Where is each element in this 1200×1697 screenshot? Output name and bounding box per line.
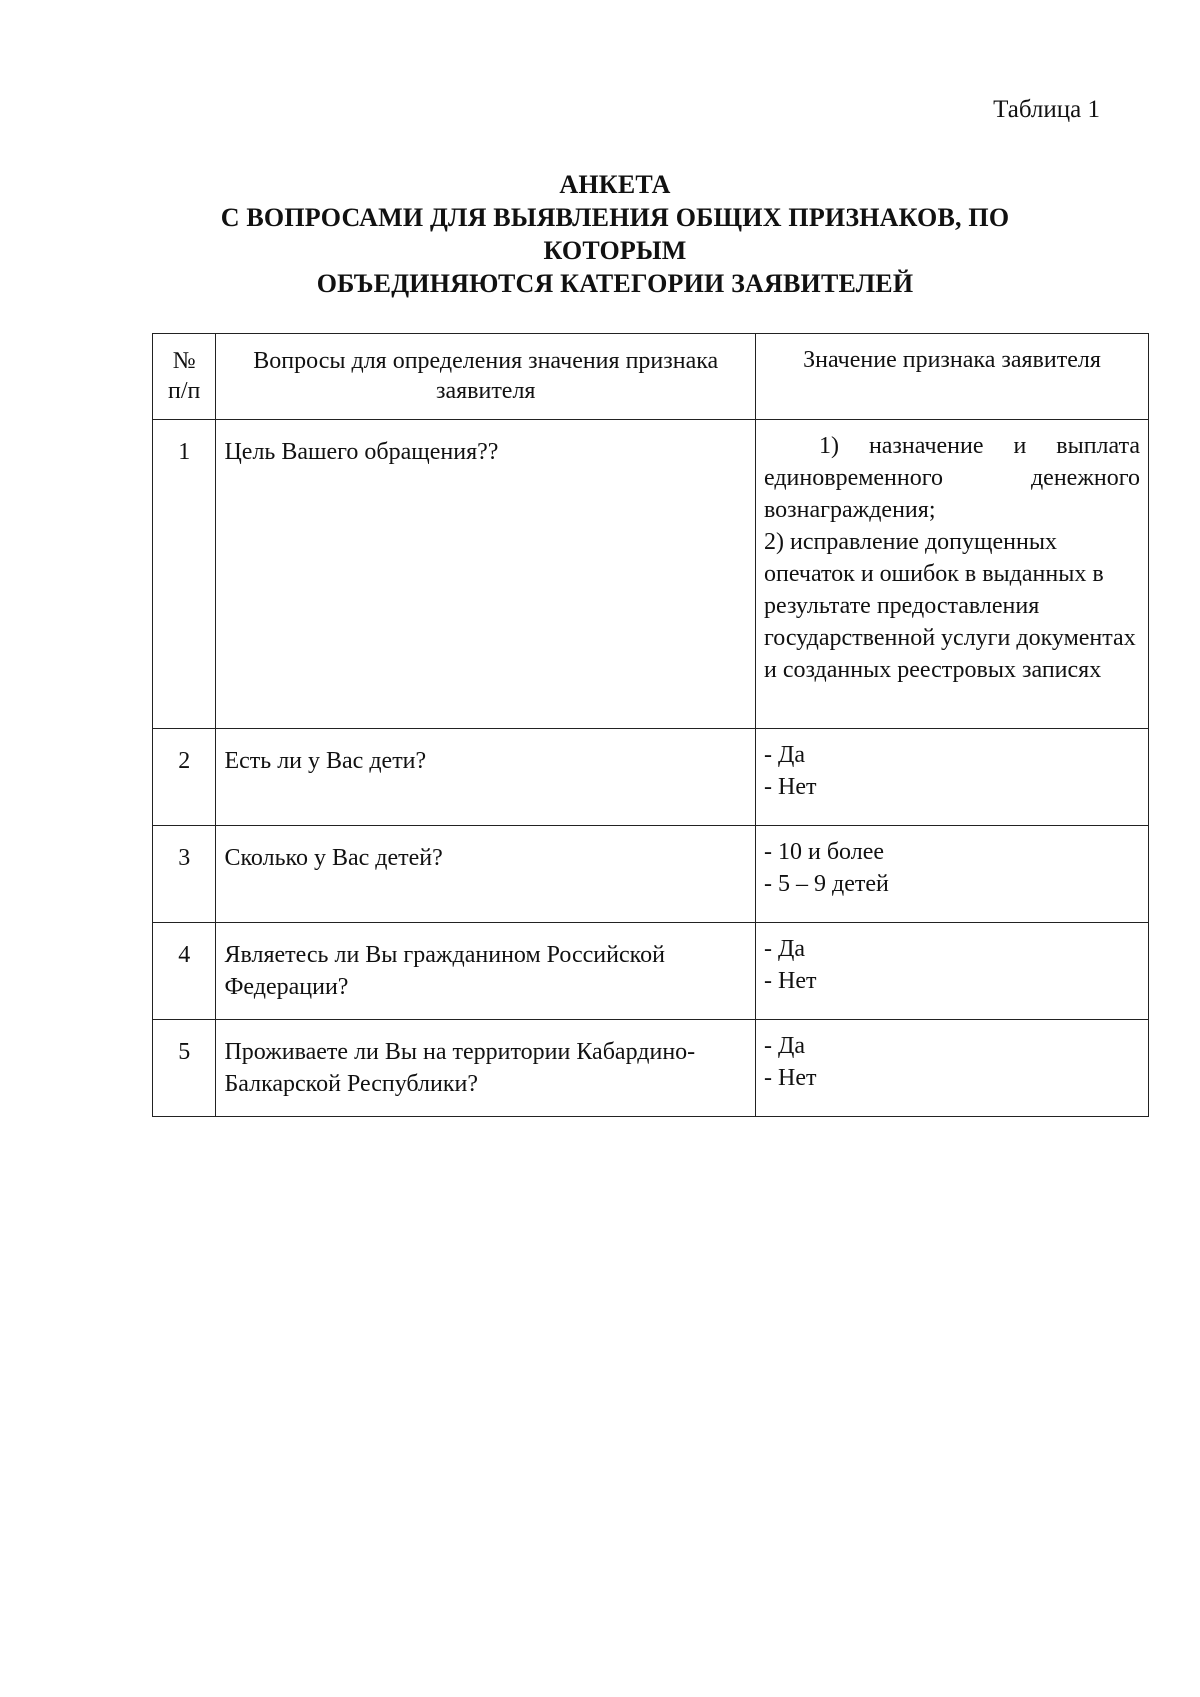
document-title — [0, 168, 1200, 300]
row-number: 5 — [153, 1020, 216, 1117]
answer-option: 1) назначение и выплата единовременного денежного — [764, 433, 1140, 491]
table-header-row — [153, 334, 1149, 420]
row-question: Сколько у Вас детей? — [216, 826, 756, 923]
answer-option: 2) исправление допущенных опечаток и ошибок в выданных в результате предоставления государственной услуги документах и созданных реестровых записях — [764, 529, 1136, 683]
row-number: 4 — [153, 923, 216, 1020]
answer-option: - Да — [764, 742, 806, 768]
row-question: Являетесь ли Вы гражданином Российской Федерации? — [216, 923, 756, 1020]
row-question: Проживаете ли Вы на территории Кабардино-Балкарской Республики? — [216, 1020, 756, 1117]
answer-option: - 5 – 9 детей — [764, 871, 889, 897]
row-number: 1 — [153, 420, 216, 729]
answer-option: - 10 и более — [764, 839, 885, 865]
row-number: 2 — [153, 729, 216, 826]
header-question-cell: Вопросы для определения значения признака заявителя — [216, 334, 756, 420]
header-number-symbol: № — [172, 348, 196, 374]
header-number-abbr: п/п — [168, 378, 201, 404]
survey-table — [152, 333, 1149, 1117]
answer-option: - Нет — [764, 774, 817, 800]
answer-option: - Да — [764, 1033, 806, 1059]
answer-option: - Нет — [764, 1065, 817, 1091]
row-question: Есть ли у Вас дети? — [216, 729, 756, 826]
title-line-3: КОТОРЫМ — [543, 236, 687, 265]
row-answers — [756, 1020, 1149, 1117]
table-row — [153, 923, 1149, 1020]
row-answers — [756, 826, 1149, 923]
table-row — [153, 1020, 1149, 1117]
table-row — [153, 826, 1149, 923]
title-line-1: АНКЕТА — [559, 170, 671, 199]
table-row — [153, 729, 1149, 826]
table-row — [153, 420, 1149, 729]
table-number-label: Таблица 1 — [993, 96, 1100, 123]
title-line-4: ОБЪЕДИНЯЮТСЯ КАТЕГОРИИ ЗАЯВИТЕЛЕЙ — [316, 269, 914, 298]
answer-option-tail: вознаграждения; — [764, 497, 936, 523]
answer-option: - Нет — [764, 968, 817, 994]
row-answers — [756, 923, 1149, 1020]
header-number-cell — [153, 334, 216, 420]
row-answers — [756, 729, 1149, 826]
header-value-cell: Значение признака заявителя — [756, 334, 1149, 420]
row-question: Цель Вашего обращения?? — [216, 420, 756, 729]
row-number: 3 — [153, 826, 216, 923]
row-answers — [756, 420, 1149, 729]
title-line-2: С ВОПРОСАМИ ДЛЯ ВЫЯВЛЕНИЯ ОБЩИХ ПРИЗНАКОВ, ПО — [220, 203, 1010, 232]
answer-option: - Да — [764, 936, 806, 962]
